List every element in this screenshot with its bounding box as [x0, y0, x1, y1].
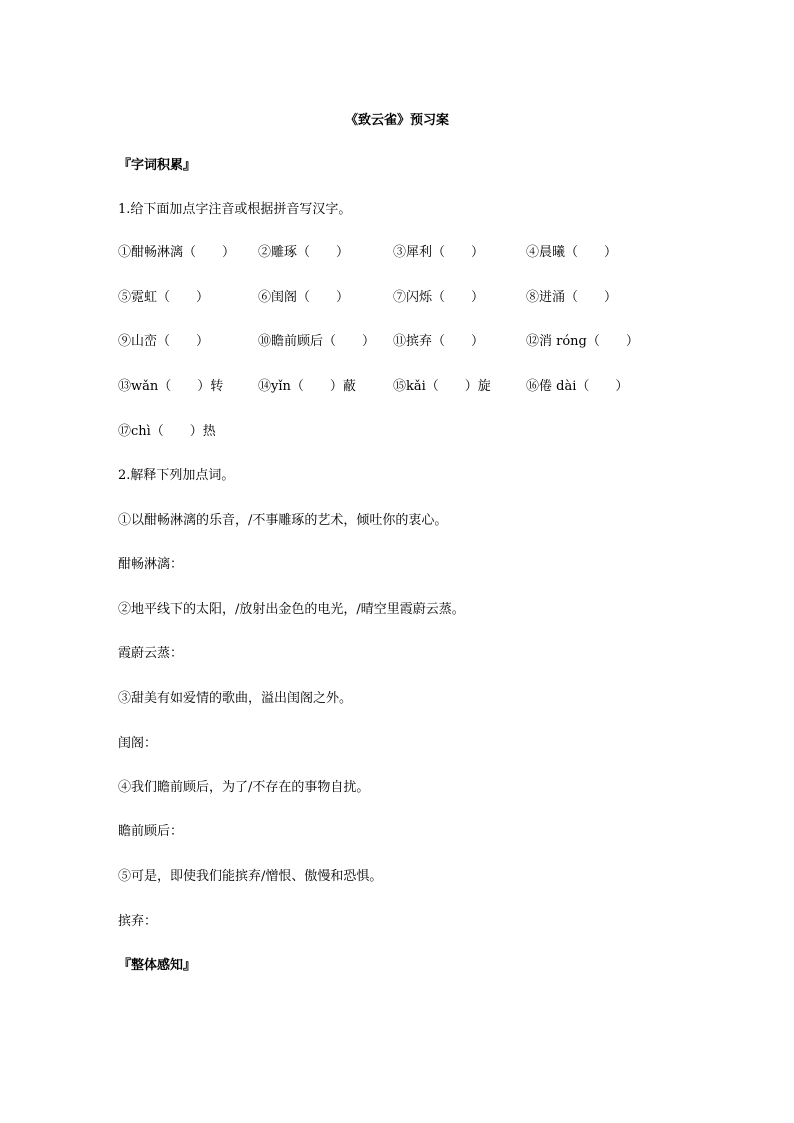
vocab-item: ⑧迸涌（ ）	[526, 290, 618, 305]
vocab-item: ⑮kǎi（ ）旋	[393, 379, 491, 394]
vocab-item: ⑯倦 dài（ ）	[526, 379, 629, 394]
vocab-item: ①酣畅淋漓（ ）	[118, 245, 236, 260]
vocab-item: ⑩瞻前顾后（ ）	[258, 334, 376, 349]
sentence-3: ③甜美有如爱情的歌曲，溢出闺阁之外。	[118, 691, 353, 706]
sentence-4: ④我们瞻前顾后，为了/不存在的事物自扰。	[118, 780, 370, 795]
answer-label-1: 酣畅淋漓：	[118, 557, 184, 572]
vocab-item: ⑦闪烁（ ）	[393, 290, 485, 305]
vocab-item: ⑪摈弃（ ）	[393, 334, 485, 349]
section-heading-vocabulary: 『字词积累』	[118, 158, 197, 173]
vocab-item: ⑰chì（ ）热	[118, 424, 216, 439]
sentence-2: ②地平线下的太阳，/放射出金色的电光，/晴空里霞蔚云蒸。	[118, 602, 465, 617]
vocab-item: ⑨山峦（ ）	[118, 334, 210, 349]
vocab-item: ③犀利（ ）	[393, 245, 485, 260]
vocab-item: ②雕琢（ ）	[258, 245, 350, 260]
vocab-item: ⑬wǎn（ ）转	[118, 379, 224, 394]
section-heading-overall-perception: 『整体感知』	[118, 958, 197, 973]
vocab-item: ⑭yǐn（ ）蔽	[258, 379, 356, 394]
answer-label-2: 霞蔚云蒸：	[118, 646, 184, 661]
question-1-prompt: 1.给下面加点字注音或根据拼音写汉字。	[118, 202, 352, 217]
vocab-item: ④晨曦（ ）	[526, 245, 618, 260]
question-2-prompt: 2.解释下列加点词。	[118, 468, 235, 483]
page-title: 《致云雀》预习案	[344, 113, 449, 128]
vocab-item: ⑥闺阁（ ）	[258, 290, 350, 305]
vocab-item: ⑫消 róng（ ）	[526, 334, 639, 349]
sentence-5: ⑤可是，即使我们能摈弃/憎恨、傲慢和恐惧。	[118, 869, 383, 884]
sentence-1: ①以酣畅淋漓的乐音，/不事雕琢的艺术，倾吐你的衷心。	[118, 513, 448, 528]
answer-label-4: 瞻前顾后：	[118, 824, 184, 839]
vocab-item: ⑤霓虹（ ）	[118, 290, 210, 305]
answer-label-3: 闺阁：	[118, 736, 158, 751]
answer-label-5: 摈弃：	[118, 914, 158, 929]
